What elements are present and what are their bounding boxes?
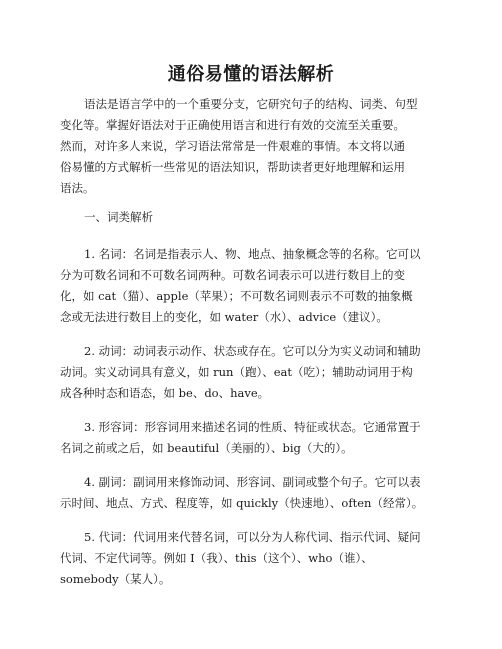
item-line: 念或无法进行数目上的变化，如 water（水）、advice（建议）。 [60, 310, 388, 324]
item-line: 示时间、地点、方式、程度等，如 quickly（快速地）、often（经常）。 [60, 496, 424, 510]
intro-paragraph [60, 94, 470, 199]
pronoun-paragraph [60, 527, 470, 590]
item-line: somebody（某人）。 [60, 572, 171, 586]
intro-line: 变化等。掌握好语法对于正确使用语言和进行有效的交流至关重要。 [60, 118, 405, 132]
item-line: 3. 形容词：形容词用来描述名词的性质、特征或状态。它通常置于 [84, 420, 421, 434]
item-line: 名词之前或之后，如 beautiful（美丽的）、big（大的）。 [60, 441, 353, 455]
item-line: 代词、不定代词等。例如 I（我）、this（这个）、who（谁）、 [60, 551, 373, 565]
section-heading-paragraph [60, 207, 470, 228]
section-heading: 一、词类解析 [84, 210, 153, 224]
intro-line: 俗易懂的方式解析一些常见的语法知识，帮助读者更好地理解和运用 [60, 160, 405, 174]
adverb-paragraph [60, 472, 470, 514]
item-line: 4. 副词：副词用来修饰动词、形容词、副词或整个句子。它可以表 [84, 475, 421, 489]
item-line: 1. 名词：名词是指表示人、物、地点、抽象概念等的名称。它可以 [84, 247, 421, 261]
intro-line: 语法。 [60, 181, 95, 195]
item-line: 成各种时态和语态，如 be、do、have。 [60, 386, 270, 400]
document-title: 通俗易懂的语法解析 [167, 64, 335, 85]
adjective-paragraph [60, 417, 470, 459]
item-line: 2. 动词：动词表示动作、状态或存在。它可以分为实义动词和辅助 [84, 344, 421, 358]
intro-line: 语法是语言学中的一个重要分支，它研究句子的结构、词类、句型 [84, 97, 418, 111]
noun-paragraph [60, 244, 470, 328]
item-line: 动词。实义动词具有意义，如 run（跑）、eat（吃）；辅助动词用于构 [60, 365, 413, 379]
verb-paragraph [60, 341, 470, 404]
intro-line: 然而，对许多人来说，学习语法常常是一件艰难的事情。本文将以通 [60, 139, 405, 153]
item-line: 化，如 cat（猫）、apple（苹果）；不可数名词则表示不可数的抽象概 [60, 289, 413, 303]
item-line: 5. 代词：代词用来代替名词，可以分为人称代词、指示代词、疑问 [84, 530, 421, 544]
item-line: 分为可数名词和不可数名词两种。可数名词表示可以进行数目上的变 [60, 268, 405, 282]
